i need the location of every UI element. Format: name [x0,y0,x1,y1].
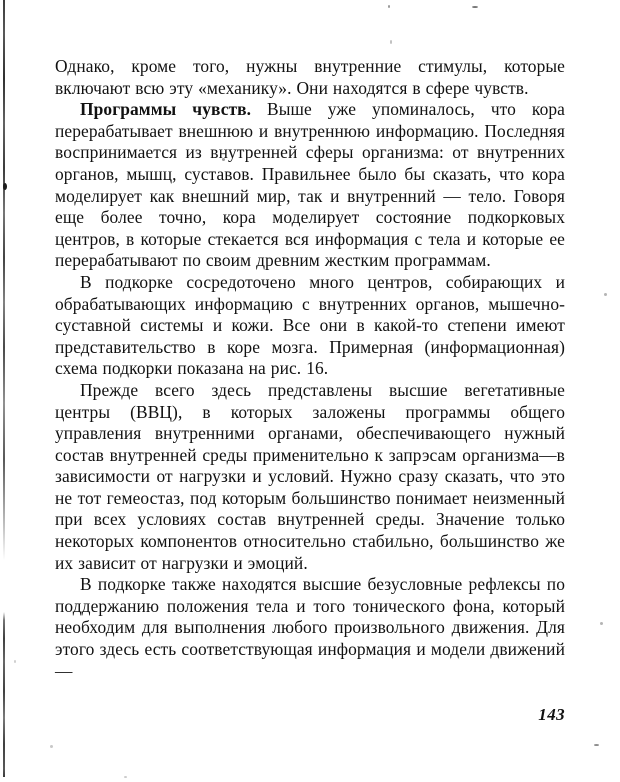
paragraph-text: Выше уже упоминалось, что кора перерабатывает внешнюю и внутреннюю информацию. Последняя воспринимается из внутренней сферы организма: от внутренних органов, мышц, суставов. Правильнее было бы сказать, что кора моделирует как внешний мир, так и внутренний — тело. Говоря еще более точно, кора моделирует состояние подкорковых центров, в которые стекается вся информация с тела и которые ее перерабатывают по своим древним жестким программам. [55,99,565,271]
paragraph-unconditioned-reflexes [55,574,565,682]
page-text-column [55,56,565,682]
dust-speck [604,293,607,296]
page-number: 143 [538,705,565,724]
paragraph-stimuli [55,56,565,99]
dust-speck [390,40,392,44]
paragraph-text: Прежде всего здесь представлены высшие вегетативные центры (ВВЦ), в которых заложены программы общего управления внутренними органами, обеспечивающего нужный состав внутренней среды применительно к запрэсам организма—в зависимости от нагрузки и условий. Нужно сразу сказать, что это не тот гемеостаз, под которым большинство понимает неизменный при всех условиях состав внутренней среды. Значение только некоторых компонентов относительно стабильно, большинство же их зависит от нагрузки и эмоций. [55,379,565,573]
dust-speck [472,6,478,8]
dust-speck [124,776,127,778]
scan-blob-artifact [3,183,7,190]
paragraph-text: В подкорке сосредоточено много центров, собирающих и обрабатывающих информацию с внутренних органов, мышечно-суставной системы и кожи. Все они в какой-то степени имеют представительство в коре мозга. Примерная (информационная) схема подкорки показана на рис. 16. [55,271,565,379]
dust-speck [600,622,603,625]
run-in-heading: Программы чувств. [80,99,252,120]
paragraph-programs-of-feelings [55,99,565,272]
paragraph-text: В подкорке также находятся высшие безусловные рефлексы по поддержанию положения тела и того тонического фона, который необходим для выполнения любого произвольного движения. Для этого здесь есть соответствующая информация и модели движений — [55,574,565,681]
paragraph-text: Однако, кроме того, нужны внутренние стимулы, которые включают всю эту «механику». Они находятся в сфере чувств. [55,56,565,98]
dust-speck [594,744,599,746]
dust-speck [50,745,53,748]
scan-edge-artifact-lower [3,612,5,777]
dust-speck [14,660,16,663]
paragraph-vegetative-centers [55,380,565,574]
paragraph-subcortex-centers [55,272,565,380]
dust-speck [388,5,390,8]
scan-edge-artifact [3,0,5,560]
